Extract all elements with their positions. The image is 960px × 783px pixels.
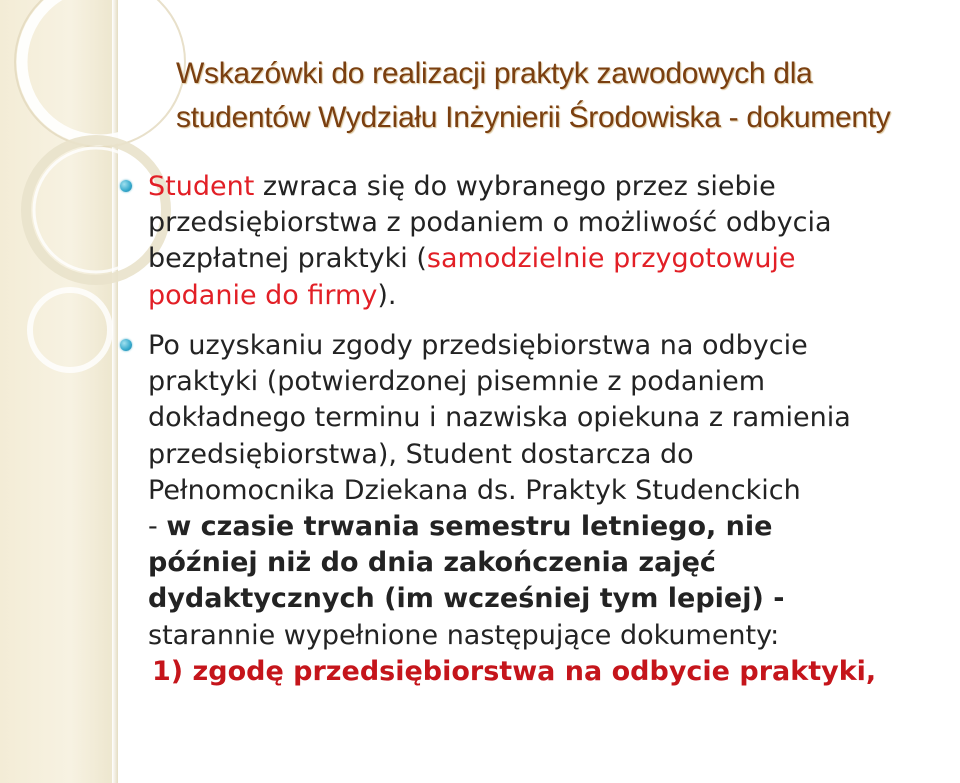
slide-title — [176, 52, 956, 140]
deadline-bold-2: później niż do dnia zakończenia zajęć — [148, 547, 716, 579]
bullet1-line-3-text: bezpłatnej praktyki ( — [148, 243, 427, 275]
deadline-bold-1: w czasie trwania semestru letniego, nie — [166, 511, 773, 543]
bullet2-line-6 — [148, 509, 960, 545]
bullet2-line-3: dokładnego terminu i nazwiska opiekuna z ramienia — [148, 402, 851, 434]
self-prepare-highlight: samodzielnie przygotowuje — [426, 243, 796, 275]
bullet1-line-1-text: zwraca się do wybranego przez siebie — [254, 171, 776, 202]
mid-circle-ring — [26, 140, 166, 280]
bullet1-line-4 — [148, 278, 960, 314]
bullet2-line-1: Po uzyskaniu zgody przedsiębiorstwa na odbycie — [148, 330, 808, 361]
bullet2-dash: - — [148, 511, 167, 543]
deadline-bold-3: dydaktycznych (im wcześniej tym lepiej) - — [148, 583, 785, 615]
large-circle-ring — [22, 0, 178, 140]
bullet-dot-icon — [120, 339, 132, 351]
bullet2-line-5: Pełnomocnika Dziekana ds. Praktyk Studenckich — [148, 474, 801, 506]
bullet2-line-4: przedsiębiorstwa), Student dostarcza do — [148, 438, 694, 470]
title-line-1: Wskazówki do realizacji praktyk zawodowych dla — [176, 57, 813, 90]
bullet2-line-9: starannie wypełnione następujące dokumenty: — [148, 619, 780, 651]
bullet-marker-1 — [118, 178, 138, 198]
bullet-dot-icon — [120, 180, 132, 192]
bullet1-line-2: przedsiębiorstwa z podaniem o możliwość odbycia — [148, 207, 832, 239]
bullet1-line-3 — [148, 241, 960, 277]
document-list-item-1: 1) zgodę przedsiębiorstwa na odbycie praktyki, — [152, 655, 877, 687]
student-highlight: Student — [148, 171, 255, 202]
application-highlight: podanie do firmy — [148, 279, 378, 311]
small-circle-ring — [30, 290, 110, 370]
bullet1-line-4-end: ). — [377, 279, 397, 311]
bullet1-line-1 — [148, 169, 960, 205]
bullet-marker-2 — [118, 337, 138, 357]
large-circle-shade — [15, 0, 185, 147]
title-line-2: studentów Wydziału Inżynierii Środowiska - dokumenty — [176, 101, 891, 134]
bullet-paragraph-2 — [148, 328, 960, 690]
bullet2-line-2: praktyki (potwierdzonej pisemnie z podaniem — [148, 366, 765, 398]
bullet-paragraph-1 — [148, 169, 960, 314]
mid-circle-inner — [34, 148, 158, 272]
